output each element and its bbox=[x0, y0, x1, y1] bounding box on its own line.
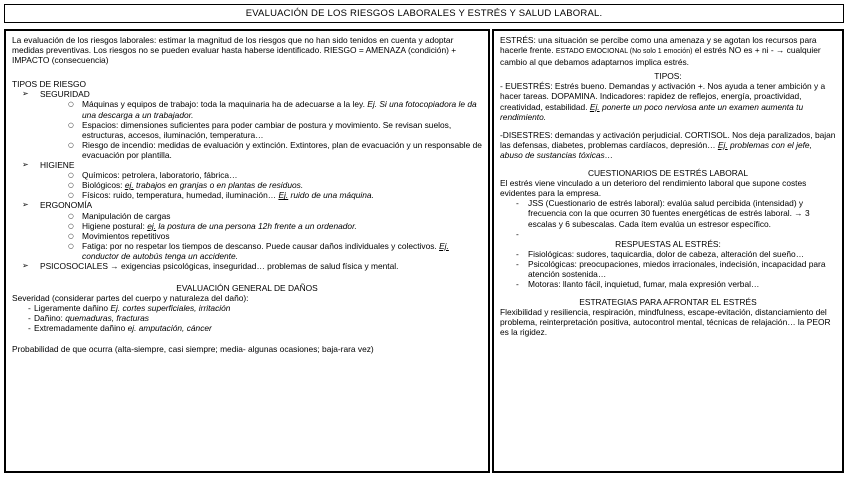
estres-definition: ESTRÉS: una situación se percibe como una amenaza y se agotan los recursos para hacerle frente. ESTADO EMOCIONAL (No solo 1 emoción) el estrés NO es + ni - → cualquier cambio al que debamos adaptarnos implica estrés. bbox=[500, 35, 821, 68]
list-item: ○ Espacios: dimensiones suficientes para poder cambiar de postura y movimiento. Se revisan suelos, estructuras, accesos, iluminación, temperatura… bbox=[12, 120, 482, 140]
list-item: - Ligeramente dañino Ej. cortes superficiales, irritación bbox=[12, 303, 482, 313]
page-title: EVALUACIÓN DE LOS RIESGOS LABORALES Y ESTRÉS Y SALUD LABORAL. bbox=[4, 4, 844, 23]
list-item: - Dañino: quemaduras, fracturas bbox=[12, 313, 482, 323]
left-column bbox=[4, 29, 490, 473]
tipos-heading: TIPOS DE RIESGO bbox=[12, 79, 86, 90]
list-item: ○ Riesgo de incendio: medidas de evaluación y extinción. Extintores, plan de evacuación y un responsable de evacuación por plantilla. bbox=[12, 140, 482, 160]
severidad-text: Severidad (considerar partes del cuerpo y naturaleza del daño): bbox=[12, 293, 249, 304]
estrategias-heading: ESTRATEGIAS PARA AFRONTAR EL ESTRÉS bbox=[579, 297, 757, 308]
seguridad-heading: ➢ SEGURIDAD bbox=[12, 89, 482, 99]
evaluacion-heading: EVALUACIÓN GENERAL DE DAÑOS bbox=[176, 283, 318, 294]
list-item: ○ Químicos: petrolera, laboratorio, fábrica… bbox=[12, 170, 482, 180]
euestres-paragraph: - EUESTRÉS: Estrés bueno. Demandas y activación +. Nos ayuda a tener ambición y a hacer tareas. DOPAMINA. Indicadores: rapidez de reflejos, energía, proactividad, creatividad, estabilidad. Ej. ponerte un poco nerviosa ante un examen aumenta tu rendimiento. bbox=[500, 81, 826, 122]
intro-paragraph: La evaluación de los riesgos laborales: estimar la magnitud de los riesgos que no han sido tenidos en cuenta y adoptar medidas preventivas. Los riesgos no se pueden evaluar hasta haberse identificado. RIESGO = AMENAZA (condición) + IMPACTO (consecuencia) bbox=[12, 35, 457, 66]
list-item: ○ Higiene postural: ej. la postura de una persona 12h frente a un ordenador. bbox=[12, 221, 482, 231]
list-item: - Extremadamente dañino ej. amputación, cáncer bbox=[12, 323, 482, 333]
list-item: - Motoras: llanto fácil, inquietud, fumar, mala expresión verbal… bbox=[500, 279, 836, 289]
distres-paragraph: -DISESTRES: demandas y activación perjudicial. CORTISOL. Nos deja paralizados, bajan las defensas, diabetes, problemas cardíacos, depresión… Ej. problemas con el jefe, abuso de sustancias tóxicas… bbox=[500, 129, 836, 160]
ergonomia-heading: ➢ ERGONOMÍA bbox=[12, 200, 482, 210]
list-item: ○ Manipulación de cargas bbox=[12, 211, 482, 221]
tipos-heading-right: TIPOS: bbox=[654, 71, 682, 82]
cuestionarios-intro: El estrés viene vinculado a un deterioro del rendimiento laboral que supone costes evidentes para la empresa. bbox=[500, 178, 807, 199]
psicosociales-item: ➢ PSICOSOCIALES → exigencias psicológicas, inseguridad… problemas de salud física y mental. bbox=[12, 261, 482, 271]
list-item: - Psicológicas: preocupaciones, miedos irracionales, indecisión, incapacidad para atención sostenida… bbox=[500, 259, 836, 279]
probabilidad-text: Probabilidad de que ocurra (alta-siempre, casi siempre; media- algunas ocasiones; baja-rara vez) bbox=[12, 343, 374, 354]
list-item: - Fisiológicas: sudores, taquicardia, dolor de cabeza, alteración del sueño… bbox=[500, 249, 836, 259]
estrategias-text: Flexibilidad y resiliencia, respiración, mindfulness, escape-evitación, distanciamiento del problema, reinterpretación positiva, autocontrol mental, técnicas de relajación… la PEOR es la rigidez. bbox=[500, 307, 831, 338]
list-item: ○ Fatiga: por no respetar los tiempos de descanso. Puede causar daños individuales y colectivos. Ej. conductor de autobús tenga un accidente. bbox=[12, 241, 482, 261]
respuestas-heading: RESPUESTAS AL ESTRÉS: bbox=[615, 238, 721, 249]
list-item: ○ Movimientos repetitivos bbox=[12, 231, 482, 241]
list-item: - JSS (Cuestionario de estrés laboral): evalúa salud percibida (intensidad) y frecuencia con la que ocurren 30 fuentes energéticas de estrés laboral. → 3 escalas y 6 subescalas. Cada ítem evalúa un estresor específico. bbox=[500, 198, 836, 228]
cuestionarios-heading: CUESTIONARIOS DE ESTRÉS LABORAL bbox=[587, 168, 749, 179]
right-column bbox=[492, 29, 844, 473]
list-item bbox=[500, 229, 836, 239]
list-item: ○ Físicos: ruido, temperatura, humedad, iluminación… Ej. ruido de una máquina. bbox=[12, 190, 482, 200]
list-item: ○ Biológicos: ej. trabajos en granjas o en plantas de residuos. bbox=[12, 180, 482, 190]
list-item: ○ Máquinas y equipos de trabajo: toda la maquinaria ha de adecuarse a la ley. Ej. Si una fotocopiadora le da una descarga a un trabajador. bbox=[12, 99, 482, 119]
higiene-heading: ➢ HIGIENE bbox=[12, 160, 482, 170]
